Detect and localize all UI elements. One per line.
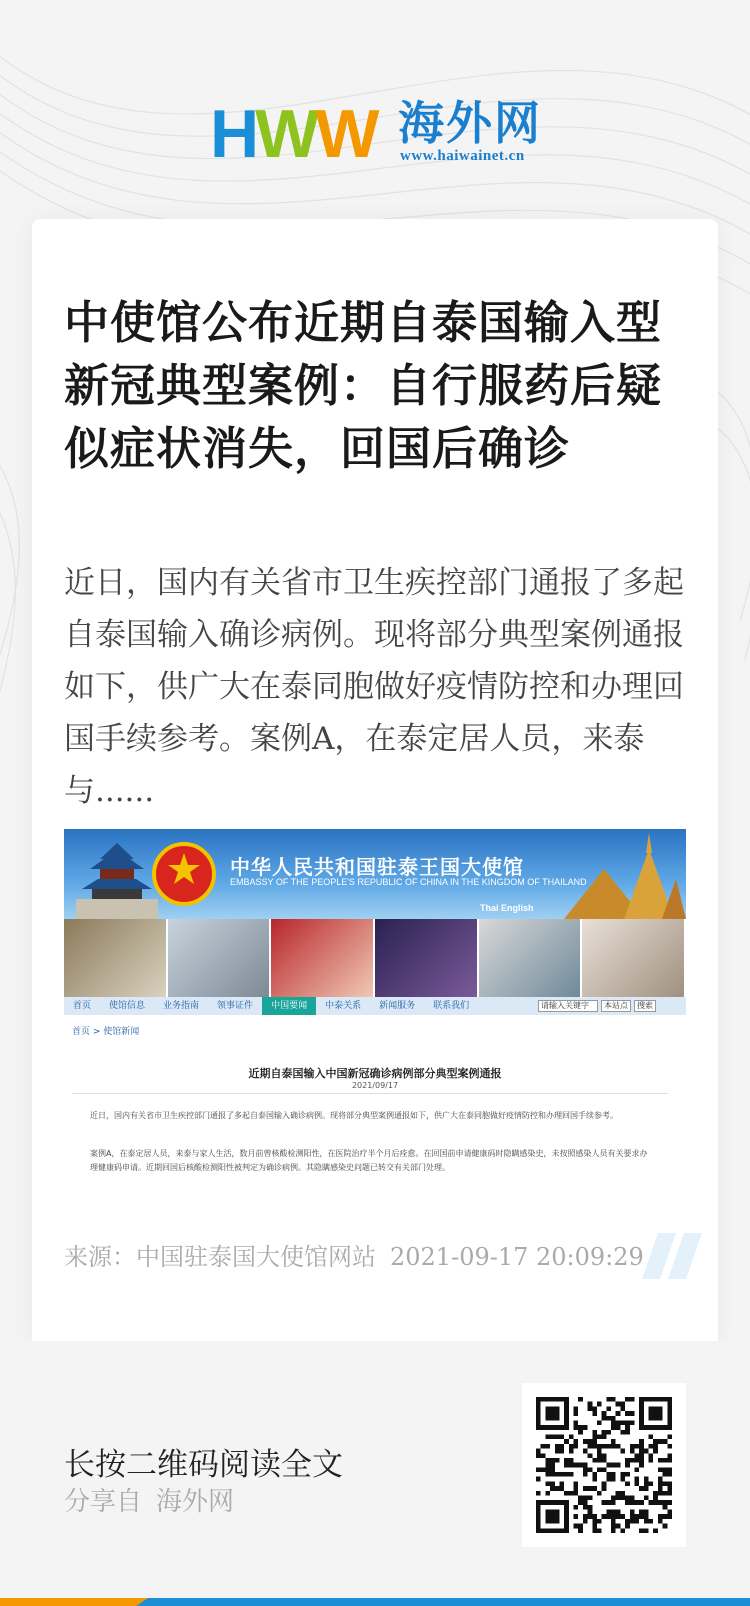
share-footer <box>0 1341 750 1606</box>
article-source-line <box>64 1237 689 1272</box>
article-title: 中使馆公布近期自泰国输入型新冠典型案例：自行服药后疑似症状消失，回国后确诊 <box>64 296 663 475</box>
embassy-banner <box>64 829 686 919</box>
article-summary: 近日，国内有关省市卫生疾控部门通报了多起自泰国输入确诊病例。现将部分典型案例通报如下，供广大在泰同胞做好疫情防控和办理回国手续参考。案例A，在泰定居人员，来泰与...... <box>64 565 684 809</box>
embassy-search-scope: 本站点 <box>601 1000 631 1012</box>
embassy-photo-strip <box>64 919 686 997</box>
embassy-search-input: 请输入关键字 <box>538 1000 598 1012</box>
embassy-search-button: 搜索 <box>634 1000 656 1012</box>
article-source: 来源：中国驻泰国大使馆网站 <box>64 1243 376 1271</box>
embassy-paragraph: 案例A，在泰定居人员，来泰与家人生活，数月前曾核酸检测阳性，在医院治疗半个月后痊愈。在回国前申请健康码时隐瞒感染史，未按照感染人员有关要求办理健康码申请。近期回国后核酸检测阳性被判定为确诊病例。其隐瞒感染史问题已转交有关部门处理。 <box>90 1149 648 1172</box>
embassy-language-links: Thai English <box>480 903 534 913</box>
embassy-nav-item: 联系我们 <box>433 1001 470 1011</box>
embassy-nav-bar <box>64 997 686 1015</box>
qr-code[interactable] <box>522 1383 686 1547</box>
divider <box>72 1093 668 1094</box>
embassy-article-date: 2021/09/17 <box>351 1081 399 1090</box>
embassy-paragraph: 近日，国内有关省市卫生疾控部门通报了多起自泰国输入确诊病例。现将部分典型案例通报如下，供广大在泰同胞做好疫情防控和办理回国手续参考。 <box>90 1111 618 1120</box>
site-logo <box>210 96 550 172</box>
qr-code-icon <box>536 1397 672 1533</box>
embassy-nav-item: 新闻服务 <box>379 1001 416 1011</box>
cover-image <box>64 829 686 1211</box>
article-card[interactable] <box>32 219 718 1341</box>
qr-call-to-action: 长按二维码阅读全文 <box>64 1447 343 1483</box>
embassy-nav-item-active: 中国要闻 <box>262 997 316 1015</box>
embassy-site-title: 中华人民共和国驻泰王国大使馆 <box>230 855 524 879</box>
logo-wordmark: HWW <box>210 96 376 172</box>
embassy-nav-item: 业务指南 <box>163 1001 200 1011</box>
quote-mark-icon <box>642 1233 704 1279</box>
embassy-nav-item: 首页 <box>73 1001 92 1011</box>
embassy-search <box>538 1000 686 1012</box>
share-prefix: 分享自 <box>64 1487 143 1517</box>
embassy-site-subtitle: EMBASSY OF THE PEOPLE'S REPUBLIC OF CHINA IN THE KINGDOM OF THAILAND <box>230 877 587 887</box>
embassy-nav-item: 使馆信息 <box>109 1001 146 1011</box>
embassy-nav-item: 领事证件 <box>217 1001 254 1011</box>
embassy-breadcrumb: 首页 > 使馆新闻 <box>72 1027 140 1037</box>
share-site: 海外网 <box>156 1487 235 1517</box>
logo-url: www.haiwainet.cn <box>400 148 525 164</box>
embassy-nav-item: 中泰关系 <box>325 1001 362 1011</box>
bottom-color-bar <box>0 1598 750 1606</box>
article-datetime: 2021-09-17 20:09:29 <box>390 1243 644 1271</box>
share-source <box>64 1481 234 1518</box>
logo-chinese-name: 海外网 <box>398 96 542 150</box>
bottom-bar-accent <box>0 1598 148 1606</box>
embassy-article-headline: 近期自泰国输入中国新冠确诊病例部分典型案例通报 <box>248 1067 502 1080</box>
